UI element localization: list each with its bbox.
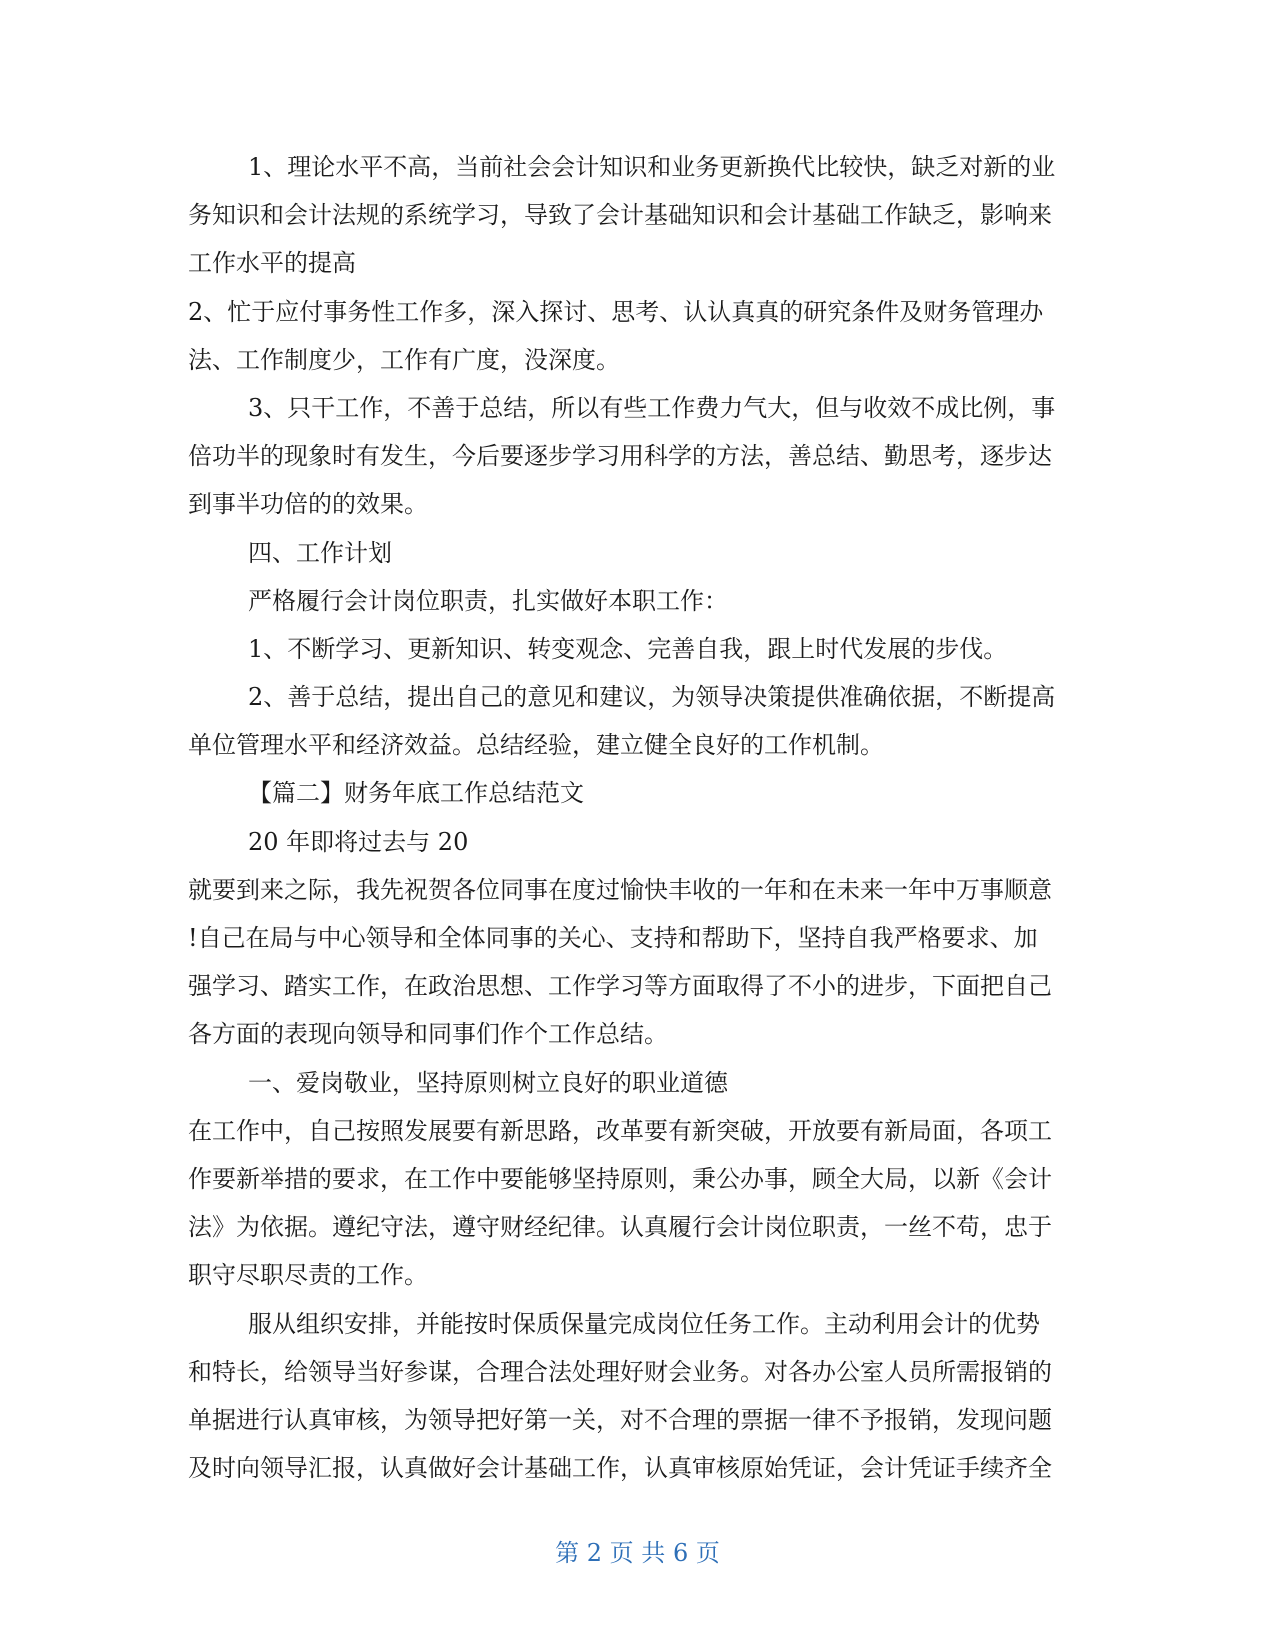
text-line: 严格履行会计岗位职责，扎实做好本职工作：	[248, 586, 728, 615]
text-line: 职守尽职尽责的工作。	[188, 1261, 428, 1290]
text-line: 和特长，给领导当好参谋，合理合法处理好财会业务。对各办公室人员所需报销的	[188, 1357, 1052, 1386]
text-line: 法》为依据。遵纪守法，遵守财经纪律。认真履行会计岗位职责，一丝不苟，忠于	[188, 1213, 1052, 1242]
text-line: 1、不断学习、更新知识、转变观念、完善自我，跟上时代发展的步伐。	[248, 634, 1008, 663]
text-line: 法、工作制度少，工作有广度，没深度。	[188, 345, 620, 374]
text-line: 1、理论水平不高，当前社会会计知识和业务更新换代比较快，缺乏对新的业	[248, 153, 1056, 181]
text-line: 【篇二】财务年底工作总结范文	[248, 779, 584, 808]
text-line: 单据进行认真审核，为领导把好第一关，对不合理的票据一律不予报销，发现问题	[188, 1405, 1052, 1434]
text-line: 倍功半的现象时有发生，今后要逐步学习用科学的方法，善总结、勤思考，逐步达	[188, 442, 1052, 471]
text-line: 20 年即将过去与 20	[248, 827, 469, 856]
text-line: 单位管理水平和经济效益。总结经验，建立健全良好的工作机制。	[188, 731, 884, 760]
text-line: 四、工作计划	[248, 538, 392, 567]
text-line: 及时向领导汇报，认真做好会计基础工作，认真审核原始凭证，会计凭证手续齐全	[188, 1454, 1052, 1483]
text-line: 3、只干工作，不善于总结，所以有些工作费力气大，但与收效不成比例，事	[248, 393, 1056, 422]
text-line: 2、善于总结，提出自己的意见和建议，为领导决策提供准确依据，不断提高	[248, 683, 1056, 712]
document-body	[188, 143, 1088, 1492]
text-line: 一、爱岗敬业，坚持原则树立良好的职业道德	[248, 1068, 728, 1097]
text-line: 务知识和会计法规的系统学习，导致了会计基础知识和会计基础工作缺乏，影响来	[188, 201, 1052, 230]
text-line: 在工作中，自己按照发展要有新思路，改革要有新突破，开放要有新局面，各项工	[188, 1116, 1052, 1145]
text-line: 2、忙于应付事务性工作多，深入探讨、思考、认认真真的研究条件及财务管理办	[188, 297, 1044, 326]
page-number: 第 2 页 共 6 页	[555, 1539, 720, 1567]
text-line: 到事半功倍的的效果。	[188, 490, 428, 519]
text-line: !自己在局与中心领导和全体同事的关心、支持和帮助下，坚持自我严格要求、加	[188, 924, 1038, 952]
text-line: 强学习、踏实工作，在政治思想、工作学习等方面取得了不小的进步，下面把自己	[188, 972, 1052, 1001]
text-line: 作要新举措的要求，在工作中要能够坚持原则，秉公办事，顾全大局，以新《会计	[188, 1164, 1052, 1193]
text-line: 服从组织安排，并能按时保质保量完成岗位任务工作。主动利用会计的优势	[248, 1309, 1040, 1338]
text-line: 工作水平的提高	[188, 249, 356, 278]
text-line: 就要到来之际，我先祝贺各位同事在度过愉快丰收的一年和在未来一年中万事顺意	[188, 875, 1052, 904]
text-line: 各方面的表现向领导和同事们作个工作总结。	[188, 1020, 668, 1049]
